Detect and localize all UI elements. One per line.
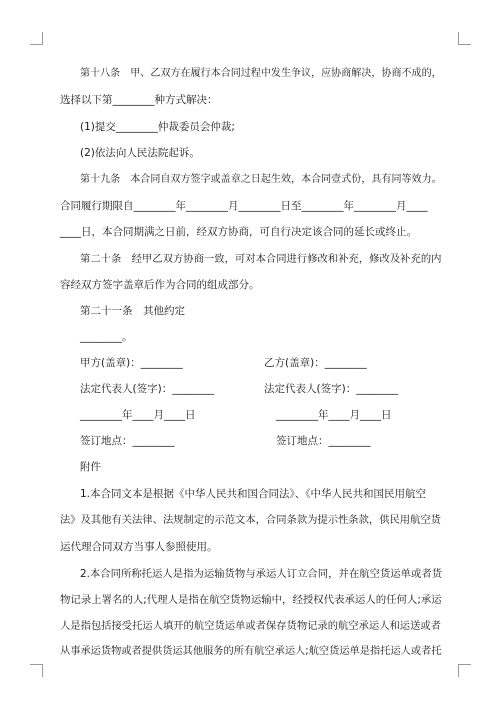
crop-mark-bottom-left: [30, 664, 43, 677]
option-2: (2)依法向人民法院起诉。: [80, 147, 200, 159]
party-a-sign-place: 签订地点：________: [80, 435, 175, 447]
note-2-line-1: 2.本合同所称托运人是指为运输货物与承运人订立合同，并在航空货运单或者货: [80, 568, 443, 580]
party-b-sign-place: 签订地点：________: [276, 435, 371, 447]
party-b-seal: 乙方(盖章)：________: [264, 357, 367, 369]
party-b-legal-rep: 法定代表人(签字)：________: [264, 383, 399, 395]
crop-mark-bottom-right: [458, 664, 471, 677]
party-b-date: ________年____月____日: [276, 409, 392, 421]
note-1-line-1: 1.本合同文本是根据《中华人民共和国合同法》、《中华人民共和国民用航空: [80, 488, 427, 500]
party-a-legal-rep: 法定代表人(签字)：________: [80, 383, 215, 395]
note-2-line-3: 人是指包括接受托运人填开的航空货运单或者保存货物记录的航空承运人和运送或者: [60, 620, 441, 632]
article-21-heading: 第二十一条 其他约定: [80, 305, 185, 317]
party-a-date: ________年____月____日: [80, 409, 196, 421]
party-a-seal: 甲方(盖章)：________: [80, 357, 183, 369]
note-2-line-2: 物记录上署名的人;代理人是指在航空货物运输中，经授权代表承运人的任何人;承运: [60, 594, 442, 606]
note-1-line-2: 法》及其他有关法律、法规制定的示范文本，合同条款为提示性条款，供民用航空货: [60, 514, 441, 526]
article-19-line-2: 合同履行期限自________年________月________日至________年________月____: [60, 200, 428, 212]
option-1: (1)提交________仲裁委员会仲裁;: [80, 121, 235, 133]
note-1-line-3: 运代理合同双方当事人参照使用。: [60, 541, 218, 553]
other-terms-blank: ________。: [80, 331, 133, 343]
article-18-line-2: 选择以下第________种方式解决：: [60, 94, 218, 106]
appendix-heading: 附件: [80, 461, 101, 473]
note-2-line-4: 从事承运货物或者提供货运其他服务的所有航空承运人;航空货运单是指托运人或者托: [60, 646, 442, 657]
article-19-line-1: 第十九条 本合同自双方签字或盖章之日起生效，本合同壹式份，具有同等效力。: [80, 174, 442, 185]
article-19-line-3: ____日，本合同期满之日前，经双方协商，可自行决定该合同的延长或终止。: [60, 226, 417, 238]
article-20-line-1: 第二十条 经甲乙双方协商一致，可对本合同进行修改和补充，修改及补充的内: [80, 253, 442, 265]
crop-mark-top-left: [30, 32, 43, 45]
crop-mark-top-right: [458, 32, 471, 45]
article-18-line-1: 第十八条 甲、乙双方在履行本合同过程中发生争议，应协商解决，协商不成的，: [80, 68, 442, 79]
article-20-line-2: 容经双方签字盖章后作为合同的组成部分。: [60, 279, 260, 291]
